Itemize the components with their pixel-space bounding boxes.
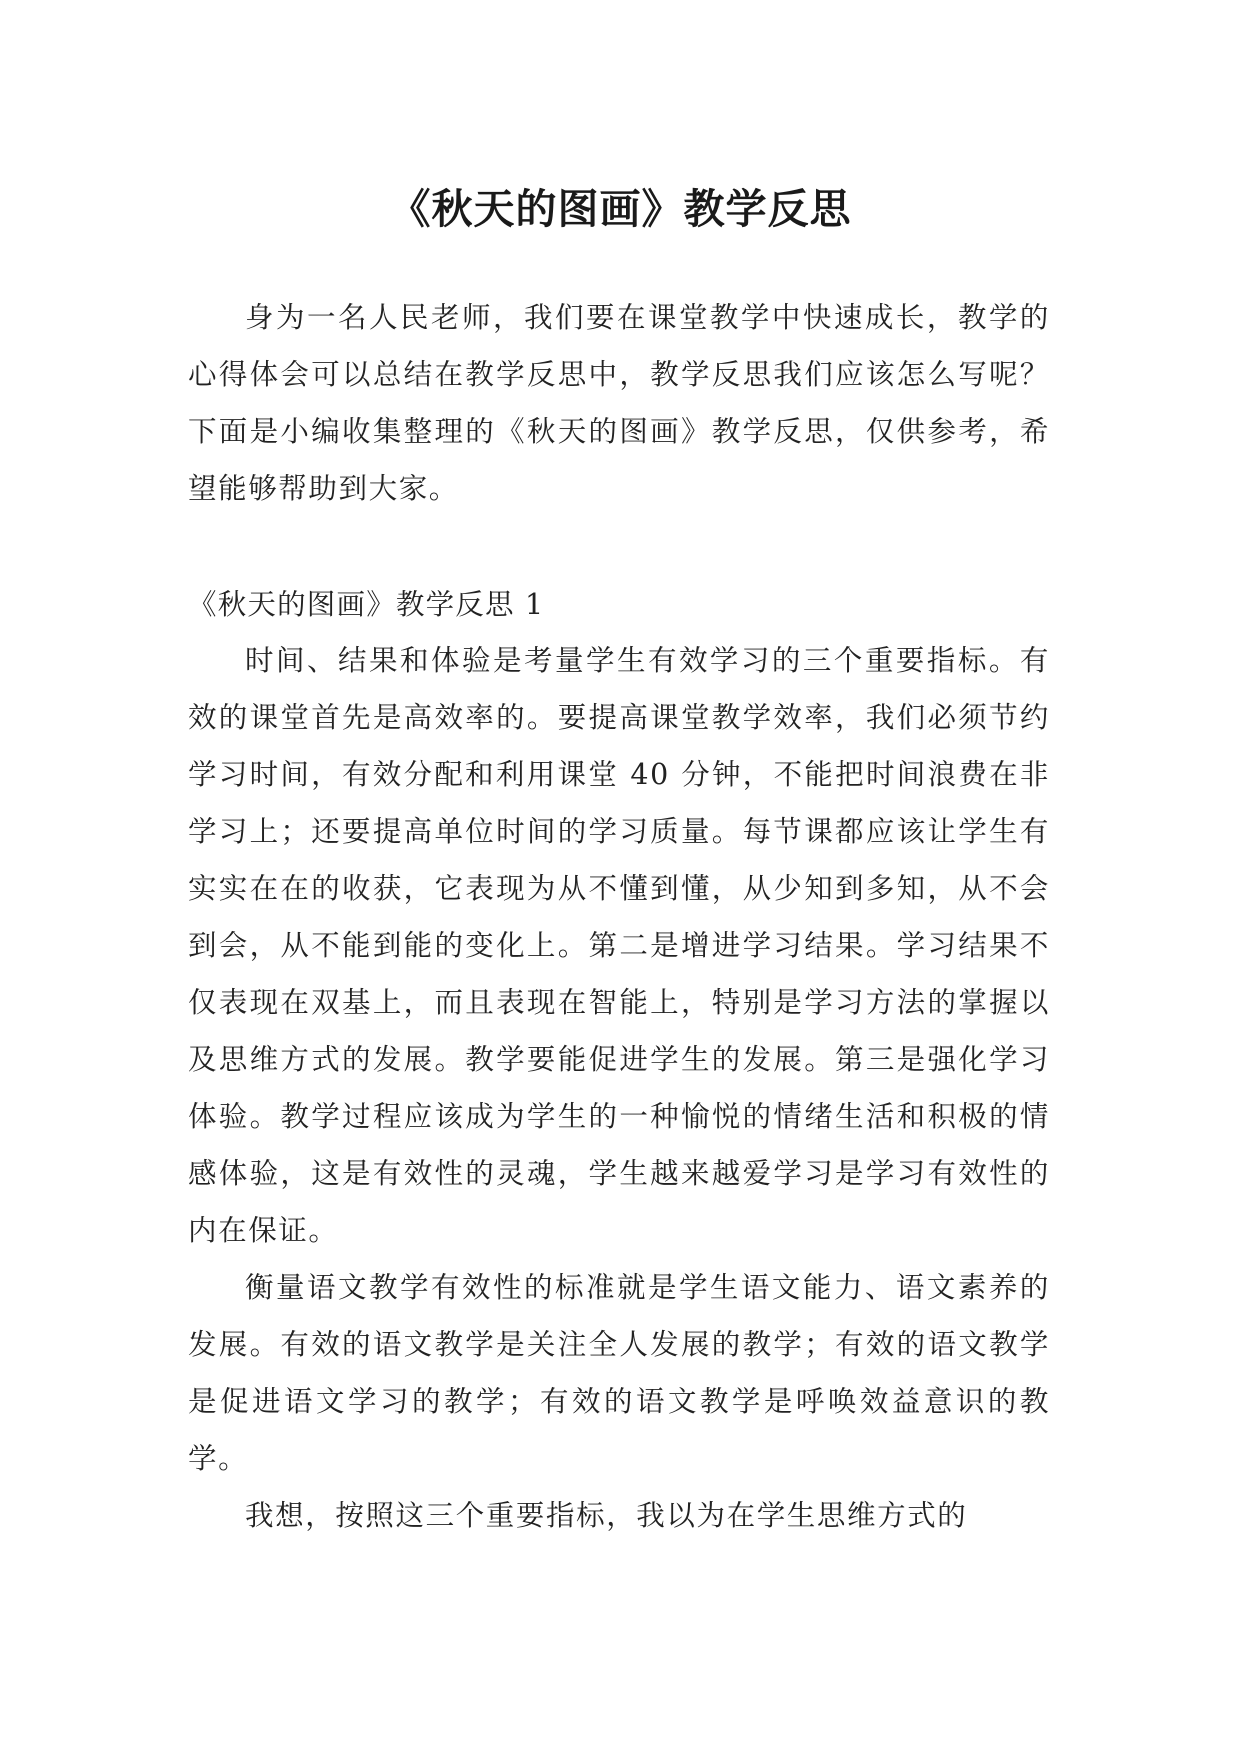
body-paragraph-3: 我想，按照这三个重要指标，我以为在学生思维方式的 <box>245 1499 968 1532</box>
body-section <box>188 632 1050 1544</box>
body-paragraph-1: 时间、结果和体验是考量学生有效学习的三个重要指标。有效的课堂首先是高效率的。要提高课堂教学效率，我们必须节约学习时间，有效分配和利用课堂 40 分钟，不能把时间浪费在非学习上；还要提高单位时间的学习质量。每节课都应该让学生有实实在在的收获，它表现为从不懂到懂，从少知到多知，从不会到会，从不能到能的变化上。第二是增进学习结果。学习结果不仅表现在双基上，而且表现在智能上，特别是学习方法的掌握以及思维方式的发展。教学要能促进学生的发展。第三是强化学习体验。教学过程应该成为学生的一种愉悦的情绪生活和积极的情感体验，这是有效性的灵魂，学生越来越爱学习是学习有效性的内在保证。 <box>188 644 1050 1247</box>
intro-paragraph: 身为一名人民老师，我们要在课堂教学中快速成长，教学的心得体会可以总结在教学反思中，教学反思我们应该怎么写呢？下面是小编收集整理的《秋天的图画》教学反思，仅供参考，希望能够帮助到大家。 <box>188 301 1050 505</box>
section-heading: 《秋天的图画》教学反思 1 <box>188 588 545 621</box>
body-paragraph-2: 衡量语文教学有效性的标准就是学生语文能力、语文素养的发展。有效的语文教学是关注全人发展的教学；有效的语文教学是促进语文学习的教学；有效的语文教学是呼唤效益意识的教学。 <box>188 1271 1050 1475</box>
page-title: 《秋天的图画》教学反思 <box>389 185 852 234</box>
intro-section <box>188 289 1050 517</box>
